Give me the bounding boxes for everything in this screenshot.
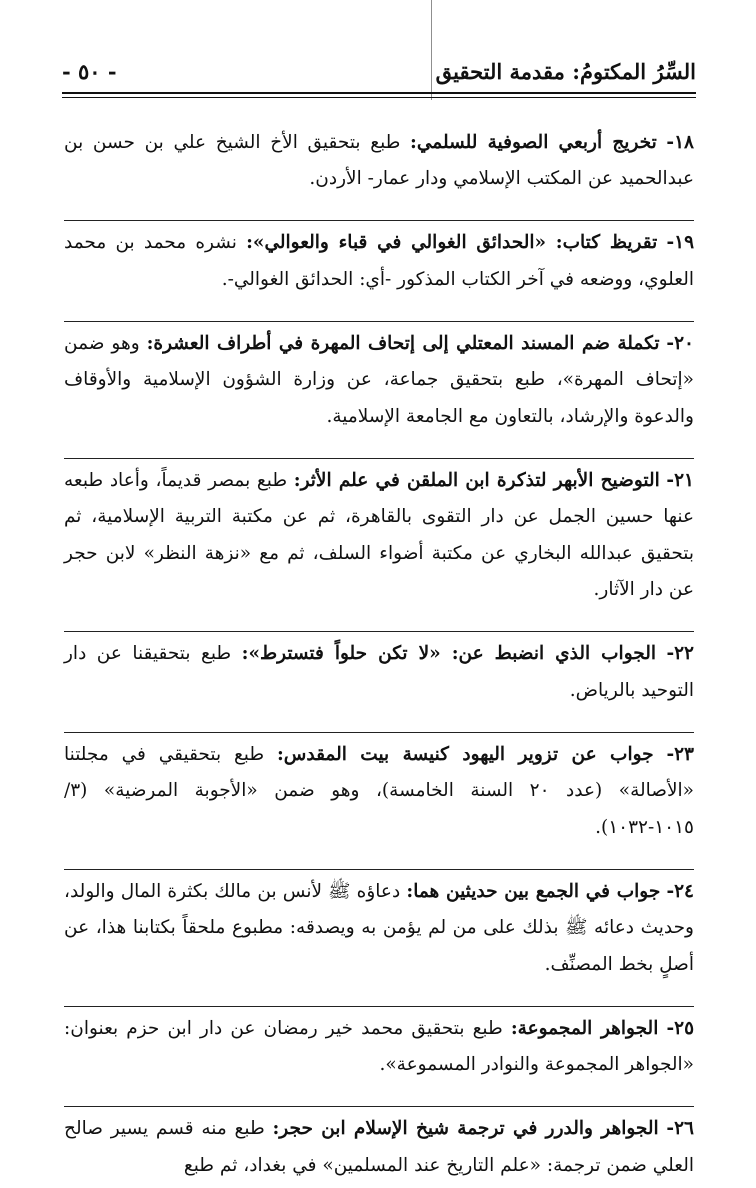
entry-text: طبع بتحقيقنا عن دار التوحيد بالرياض.	[64, 643, 694, 701]
entry-title: جواب في الجمع بين حديثين هما:	[406, 880, 661, 902]
list-item	[64, 1006, 694, 1088]
entry-text: طبع بمصر قديماً، وأعاد طبعه عنها حسين الجمل عن دار التقوى بالقاهرة، ثم عن مكتبة التربية الإسلامية، ثم بتحقيق عبدالله البخاري عن مكتبة أضواء السلف، ثم مع «نزهة النظر» لابن حجر عن دار الآثار.	[64, 469, 694, 600]
entry-number: ٢٢-	[666, 643, 694, 664]
entry-title: تقريظ كتاب: «الحدائق الغوالي في قباء والعوالي»:	[246, 232, 658, 253]
page-body	[64, 102, 695, 1176]
entry-title: جواب عن تزوير اليهود كنيسة بيت المقدس:	[276, 743, 654, 765]
list-item	[64, 121, 694, 202]
entry-number: ٢١-	[666, 469, 694, 491]
entry-title: الجواهر المجموعة:	[510, 1017, 659, 1039]
entry-number: ٢٥-	[666, 1017, 695, 1039]
list-item	[64, 1106, 694, 1188]
header-title: السِّرُ المكتومُ: مقدمة التحقيق	[435, 58, 696, 84]
header-rule-thin	[62, 97, 696, 98]
page-number: - ٥٠ -	[62, 58, 117, 84]
entry-number: ١٨-	[666, 131, 694, 153]
entry-title: الجواب الذي انضبط عن: «لا تكن حلواً فتسترط»:	[241, 643, 656, 664]
list-item	[64, 220, 694, 302]
entry-text: نشره محمد بن محمد العلوي، ووضعه في آخر الكتاب المذكور -أي: الحدائق الغوالي-.	[64, 232, 694, 290]
entry-text: طبع بتحقيق محمد خير رمضان عن دار ابن حزم بعنوان: «الجواهر المجموعة والنوادر المسموعة».	[64, 1017, 694, 1075]
entry-text: طبع منه قسم يسير صالح العلي ضمن ترجمة: «علم التاريخ عند المسلمين» في بغداد، ثم طبع	[64, 1118, 694, 1176]
entry-number: ٢٠-	[666, 332, 694, 354]
entry-text: وهو ضمن «إتحاف المهرة»، طبع بتحقيق جماعة، عن وزارة الشؤون الإسلامية والأوقاف والدعوة والإرشاد، بالتعاون مع الجامعة الإسلامية.	[64, 332, 694, 427]
list-item	[64, 458, 694, 613]
list-item	[64, 631, 694, 713]
entry-title: التوضيح الأبهر لتذكرة ابن الملقن في علم الأثر:	[293, 469, 660, 491]
entry-text: طبع بتحقيق الأخ الشيخ علي بن حسن بن عبدالحميد عن المكتب الإسلامي ودار عمار- الأردن.	[64, 131, 694, 189]
page-header	[62, 52, 696, 90]
list-item	[64, 732, 694, 851]
entry-number: ٢٤-	[666, 880, 694, 902]
entry-title: الجواهر والدرر في ترجمة شيخ الإسلام ابن حجر:	[272, 1118, 659, 1139]
entry-number: ٢٦-	[666, 1118, 694, 1139]
list-item	[64, 869, 694, 988]
entry-number: ٢٣-	[666, 743, 694, 765]
entry-number: ١٩-	[666, 232, 695, 253]
entry-title: تخريج أربعي الصوفية للسلمي:	[410, 131, 657, 153]
list-item	[64, 321, 694, 440]
header-rule-thick	[62, 92, 696, 94]
entry-title: تكملة ضم المسند المعتلي إلى إتحاف المهرة في أطراف العشرة:	[146, 332, 660, 354]
entry-text: دعاؤه ﷺ لأنس بن مالك بكثرة المال والولد، وحديث دعائه ﷺ بذلك على من لم يؤمن به ويصدقه: مطبوع ملحقاً بكتابنا هذا، عن أصلٍ بخط المصنِّف.	[64, 880, 694, 975]
entry-text: طبع بتحقيقي في مجلتنا «الأصالة» (عدد ٢٠ السنة الخامسة)، وهو ضمن «الأجوبة المرضية» (٣/ ١٠١٥-١٠٣٢).	[64, 743, 694, 838]
